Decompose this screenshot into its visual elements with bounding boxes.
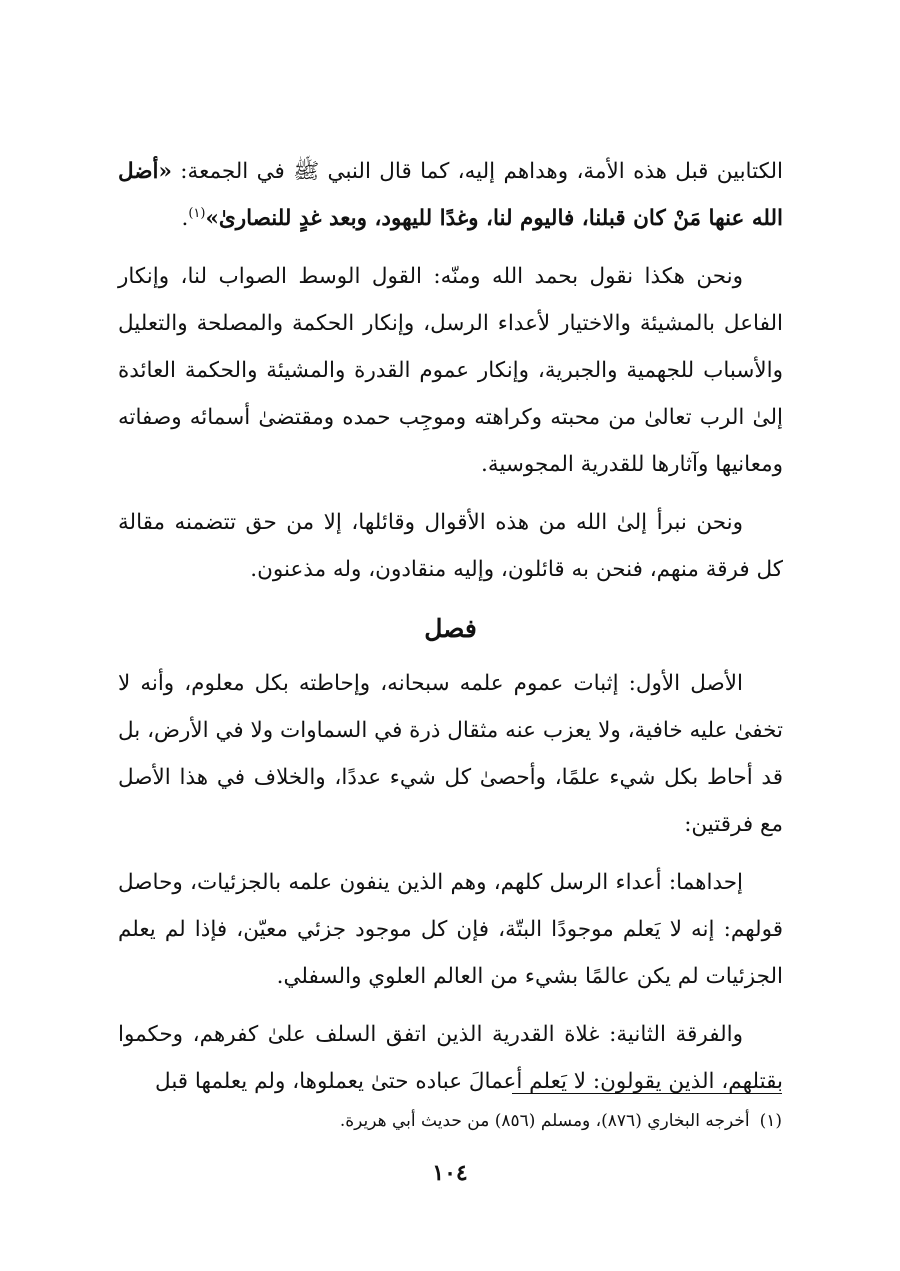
footnote-number: (١) — [759, 1111, 782, 1131]
paragraph-1-text: الكتابين قبل هذه الأمة، وهداهم إليه، كما قال النبي ﷺ في الجمعة: — [171, 159, 783, 184]
paragraph-5: إحداهما: أعداء الرسل كلهم، وهم الذين ينفون علمه بالجزئيات، وحاصل قولهم: إنه لا يَعلم موجودًا البتّة، فإن كل موجود جزئي معيّن، فإذا لم يعلم الجزئيات لم يكن عالمًا بشيء من العالم العلوي والسفلي. — [118, 870, 783, 989]
paragraph-3: ونحن نبرأ إلىٰ الله من هذه الأقوال وقائلها، إلا من حق تتضمنه مقالة كل فرقة منهم، فنحن به قائلون، وإليه منقادون، وله مذعنون. — [118, 510, 783, 582]
footnote-divider — [512, 1093, 782, 1094]
hadith-quote: «أضل الله عنها مَنْ كان قبلنا، فاليوم لنا، وغدًا لليهود، وبعد غدٍ للنصارىٰ» — [118, 159, 783, 231]
footnote-text: أخرجه البخاري (٨٧٦)، ومسلم (٨٥٦) من حديث أبي هريرة. — [339, 1111, 750, 1131]
footnote — [117, 1106, 782, 1136]
paragraph-1 — [118, 148, 783, 242]
page-number: ١٠٤ — [432, 1160, 468, 1186]
paragraph-6: والفرقة الثانية: غلاة القدرية الذين اتفق السلف علىٰ كفرهم، وحكموا بقتلهم، الذين يقولون: لا يَعلم أعمالَ عباده حتىٰ يعملوها، ولم يعلمها قبل — [118, 1022, 783, 1094]
page-body — [118, 148, 783, 1116]
footnote-reference[interactable]: (١) — [188, 205, 206, 221]
paragraph-4: الأصل الأول: إثبات عموم علمه سبحانه، وإحاطته بكل معلوم، وأنه لا تخفىٰ عليه خافية، ولا يعزب عنه مثقال ذرة في السماوات ولا في الأرض، بل قد أحاط بكل شيء علمًا، وأحصىٰ كل شيء عددًا، والخلاف في هذا الأصل مع فرقتين: — [118, 671, 783, 837]
paragraph-1-end: . — [181, 206, 189, 231]
section-heading: فصل — [424, 614, 477, 643]
paragraph-2: ونحن هكذا نقول بحمد الله ومنّه: القول الوسط الصواب لنا، وإنكار الفاعل بالمشيئة والاختيار لأعداء الرسل، وإنكار الحكمة والمصلحة والتعليل والأسباب للجهمية والجبرية، وإنكار عموم القدرة والمشيئة والحكمة العائدة إلىٰ الرب تعالىٰ من محبته وكراهته وموجِب حمده ومقتضىٰ أسمائه وصفاته ومعانيها وآثارها للقدرية المجوسية. — [118, 264, 783, 477]
